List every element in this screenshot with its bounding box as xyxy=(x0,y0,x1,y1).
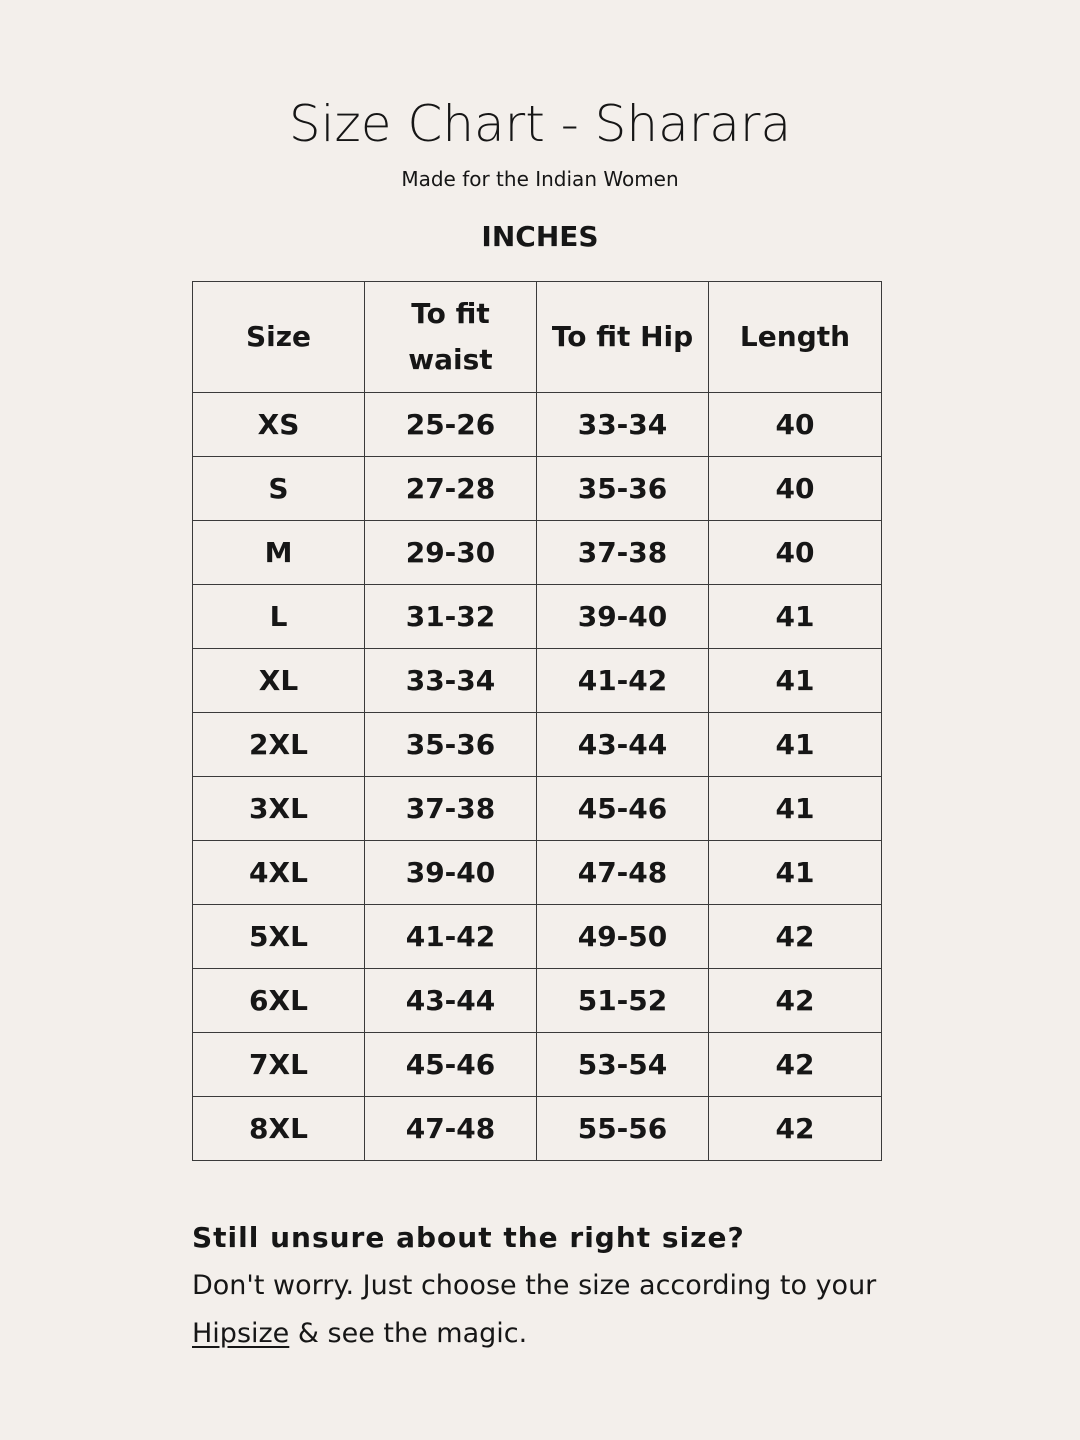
cell-hip: 47-48 xyxy=(537,841,709,905)
cell-waist: 45-46 xyxy=(365,1033,537,1097)
cell-size: XS xyxy=(193,393,365,457)
page-subtitle: Made for the Indian Women xyxy=(401,167,679,191)
cell-size: XL xyxy=(193,649,365,713)
cell-length: 41 xyxy=(709,585,882,649)
cell-length: 41 xyxy=(709,649,882,713)
table-row xyxy=(193,585,882,649)
cell-size: S xyxy=(193,457,365,521)
cell-hip: 37-38 xyxy=(537,521,709,585)
cell-length: 40 xyxy=(709,457,882,521)
cell-size: 7XL xyxy=(193,1033,365,1097)
cell-hip: 53-54 xyxy=(537,1033,709,1097)
cell-length: 42 xyxy=(709,905,882,969)
column-header-size: Size xyxy=(193,282,365,393)
cell-hip: 55-56 xyxy=(537,1097,709,1161)
cell-length: 40 xyxy=(709,393,882,457)
cell-waist: 43-44 xyxy=(365,969,537,1033)
cell-waist: 27-28 xyxy=(365,457,537,521)
table-row xyxy=(193,1033,882,1097)
cell-size: 5XL xyxy=(193,905,365,969)
cell-waist: 33-34 xyxy=(365,649,537,713)
cell-size: M xyxy=(193,521,365,585)
cell-waist: 47-48 xyxy=(365,1097,537,1161)
cell-waist: 25-26 xyxy=(365,393,537,457)
cell-hip: 39-40 xyxy=(537,585,709,649)
cell-length: 42 xyxy=(709,1033,882,1097)
cell-hip: 51-52 xyxy=(537,969,709,1033)
cell-waist: 31-32 xyxy=(365,585,537,649)
table-row xyxy=(193,393,882,457)
table-row xyxy=(193,649,882,713)
table-row xyxy=(193,905,882,969)
cell-length: 41 xyxy=(709,713,882,777)
cell-waist: 37-38 xyxy=(365,777,537,841)
size-chart-table xyxy=(192,281,882,1161)
cell-length: 41 xyxy=(709,777,882,841)
cell-size: 2XL xyxy=(193,713,365,777)
table-row xyxy=(193,521,882,585)
table-header-row xyxy=(193,282,882,393)
table-row xyxy=(193,777,882,841)
page-title: Size Chart - Sharara xyxy=(288,95,792,153)
cell-hip: 49-50 xyxy=(537,905,709,969)
help-text xyxy=(192,1262,912,1358)
cell-waist: 35-36 xyxy=(365,713,537,777)
help-text-before: Don't worry. Just choose the size according to your xyxy=(192,1270,877,1301)
cell-waist: 29-30 xyxy=(365,521,537,585)
cell-hip: 33-34 xyxy=(537,393,709,457)
cell-hip: 35-36 xyxy=(537,457,709,521)
cell-length: 42 xyxy=(709,1097,882,1161)
column-header-waist: To fit waist xyxy=(365,282,537,393)
help-heading: Still unsure about the right size? xyxy=(192,1221,745,1254)
table-row xyxy=(193,969,882,1033)
cell-hip: 45-46 xyxy=(537,777,709,841)
cell-length: 40 xyxy=(709,521,882,585)
unit-label: INCHES xyxy=(481,220,599,253)
column-header-hip: To fit Hip xyxy=(537,282,709,393)
cell-hip: 43-44 xyxy=(537,713,709,777)
cell-length: 42 xyxy=(709,969,882,1033)
cell-size: 6XL xyxy=(193,969,365,1033)
cell-size: L xyxy=(193,585,365,649)
table-row xyxy=(193,713,882,777)
cell-hip: 41-42 xyxy=(537,649,709,713)
table-row xyxy=(193,457,882,521)
cell-size: 3XL xyxy=(193,777,365,841)
help-text-after: & see the magic. xyxy=(289,1318,528,1349)
cell-waist: 39-40 xyxy=(365,841,537,905)
cell-size: 4XL xyxy=(193,841,365,905)
cell-length: 41 xyxy=(709,841,882,905)
table-row xyxy=(193,841,882,905)
hipsize-link[interactable]: Hipsize xyxy=(192,1318,290,1349)
table-row xyxy=(193,1097,882,1161)
cell-waist: 41-42 xyxy=(365,905,537,969)
column-header-length: Length xyxy=(709,282,882,393)
cell-size: 8XL xyxy=(193,1097,365,1161)
